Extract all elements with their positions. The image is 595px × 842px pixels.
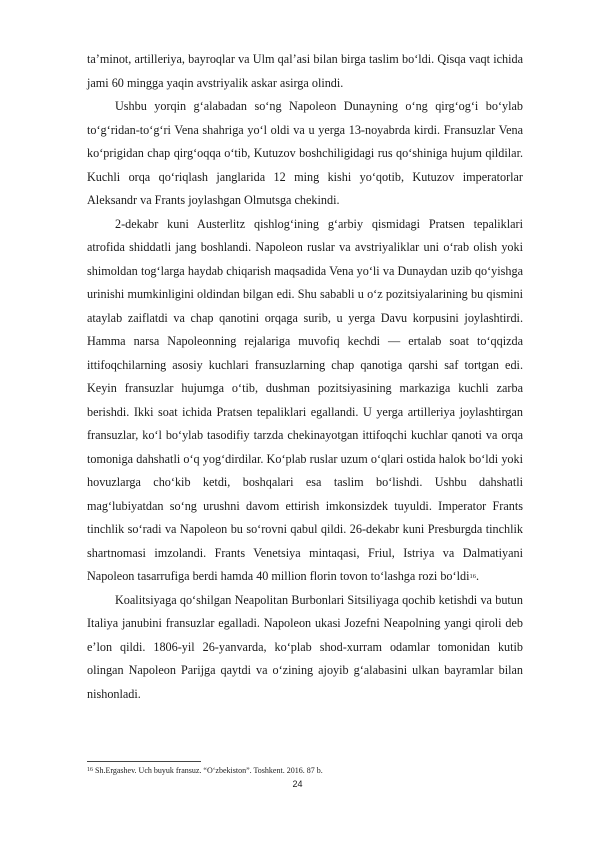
paragraph-austerlitz: 2-dekabr kuni Austerlitz qishlog‘ining g‘arbiy qismidagi Pratsen tepaliklari atrofida shiddatli jang boshlandi. Napoleon ruslar va avstriyaliklar uni o‘rab olish yoki shimoldan tog‘larga haydab chiqarish maqsadida Vena yo‘li va Dunaydan uzib qo‘yishga urinishi mumkinligini oldindan bilgan edi. Shu sababli u o‘z pozitsiyalarining bu qismini ataylab zaiflatdi va chap qanotini orqaga surib, u yerga Davu korpusini joylashtirdi. Hamma narsa Napoleonning rejalariga muvofiq kechdi — ertalab soat to‘qqizda ittifoqchilarning asosiy kuchlari fransuzlarning chap qanotiga qarshi saf tortgan edi. Keyin fransuzlar hujumga o‘tib, dushman pozitsiyasining markaziga kuchli zarba berishdi. Ikki soat ichida Pratsen tepaliklari egallandi. U yerga artilleriya joylashtirgan fransuzlar, ko‘l bo‘ylab tasodifiy tarzda chekinayotgan ittifoqchi kuchlar qanoti va orqa tomoniga dahshatli o‘q yog‘dirdilar. Ko‘plab ruslar uzum o‘qlari ostida halok bo‘ldi yoki hovuzlarga cho‘kib ketdi, boshqalari esa taslim bo‘lishdi. Ushbu dahshatli mag‘lubiyatdan so‘ng urushni davom ettirish imkonsizdek tuyuldi. Imperator Frants tinchlik so‘radi va Napoleon bu so‘rovni qabul qildi. 26-dekabr kuni Presburgda tinchlik shartnomasi imzolandi. Frants Venetsiya mintaqasi, Friul, Istriya va Dalmatiyani Napoleon tasarrufiga berdi hamda 40 million florin tovon to‘lashga rozi bo‘ldi$^{16}$. [87, 216, 523, 583]
paragraph-text: ta’minot, artilleriya, bayroqlar va Ulm qal’asi bilan birga taslim bo‘ldi. Qisqa vaqt ichida jami 60 mingga yaqin avstriyalik askar asirga olindi. [87, 52, 523, 90]
paragraph-naples [87, 589, 523, 707]
footnote-divider [87, 761, 201, 762]
footnote-number: 16 [87, 767, 93, 773]
paragraph-text: Ushbu yorqin g‘alabadan so‘ng Napoleon Dunayning o‘ng qirg‘og‘i bo‘ylab to‘g‘ridan-to‘g‘ri Vena shahriga yo‘l oldi va u yerga 13-noyabrda kirdi. Fransuzlar Vena ko‘prigidan chap qirg‘oqqa o‘tib, Kutuzov boshchiligidagi rus qo‘shiniga hujum qildilar. Kuchli orqa qo‘riqlash janglarida 12 ming kishi yo‘qotib, Kutuzov imperatorlar Aleksandr va Frants joylashgan Olmutsga chekindi. [87, 99, 523, 207]
footnote-reference[interactable]: 16 [469, 573, 476, 580]
body-text [87, 48, 523, 706]
paragraph-text: 2-dekabr kuni Austerlitz qishlog‘ining g‘arbiy qismidagi Pratsen tepaliklari atrofida shiddatli jang boshlandi. Napoleon ruslar va avstriyaliklar uni o‘rab olish yoki shimoldan tog‘larga haydab chiqarish maqsadida Vena yo‘li va Dunaydan uzib qo‘yishga urinishi mumkinligini oldindan bilgan edi. Shu sababli u o‘z pozitsiyalarining bu qismini ataylab zaiflatdi va chap qanotini orqaga surib, u yerga Davu korpusini joylashtirdi. Hamma narsa Napoleonning rejalariga muvofiq kechdi — ertalab soat to‘qqizda ittifoqchilarning asosiy kuchlari fransuzlarning chap qanotiga qarshi saf tortgan edi. Keyin fransuzlar hujumga o‘tib, dushman pozitsiyasining markaziga kuchli zarba berishdi. Ikki soat ichida Pratsen tepaliklari egallandi. U yerga artilleriya joylashtirgan fransuzlar, ko‘l bo‘ylab tasodifiy tarzda chekinayotgan ittifoqchi kuchlar qanoti va orqa tomoniga dahshatli o‘q yog‘dirdilar. Ko‘plab ruslar uzum o‘qlari ostida halok bo‘ldi yoki hovuzlarga cho‘kib ketdi, boshqalari esa taslim bo‘lishdi. Ushbu dahshatli mag‘lubiyatdan so‘ng urushni davom ettirish imkonsizdek tuyuldi. Imperator Frants tinchlik so‘radi va Napoleon bu so‘rovni qabul qildi. 26-dekabr kuni Presburgda tinchlik shartnomasi imzolandi. Frants Venetsiya mintaqasi, Friul, Istriya va Dalmatiyani Napoleon tasarrufiga berdi hamda 40 million florin tovon to‘lashga rozi bo‘ldi [87, 216, 523, 583]
footnote-text: Sh.Ergashev. Uch buyuk fransuz. “O‘zbekiston”. Toshkent. 2016. 87 b. [95, 766, 323, 775]
paragraph-text: Koalitsiyaga qo‘shilgan Neapolitan Burbonlari Sitsiliyaga qochib ketishdi va butun Italiya janubini fransuzlar egalladi. Napoleon ukasi Jozefni Neapolning yangi qiroli deb e’lon qildi. 1806-yil 26-yanvarda, ko‘plab shod-xurram odamlar tomonidan kutib olingan Napoleon Parijga qaytdi va o‘zining ajoyib g‘alabasini ulkan bayramlar bilan nishonladi. [87, 592, 523, 701]
footnote [87, 765, 523, 776]
paragraph-continuation [87, 48, 523, 95]
page-number: 24 [292, 779, 303, 789]
paragraph-vienna [87, 95, 523, 213]
